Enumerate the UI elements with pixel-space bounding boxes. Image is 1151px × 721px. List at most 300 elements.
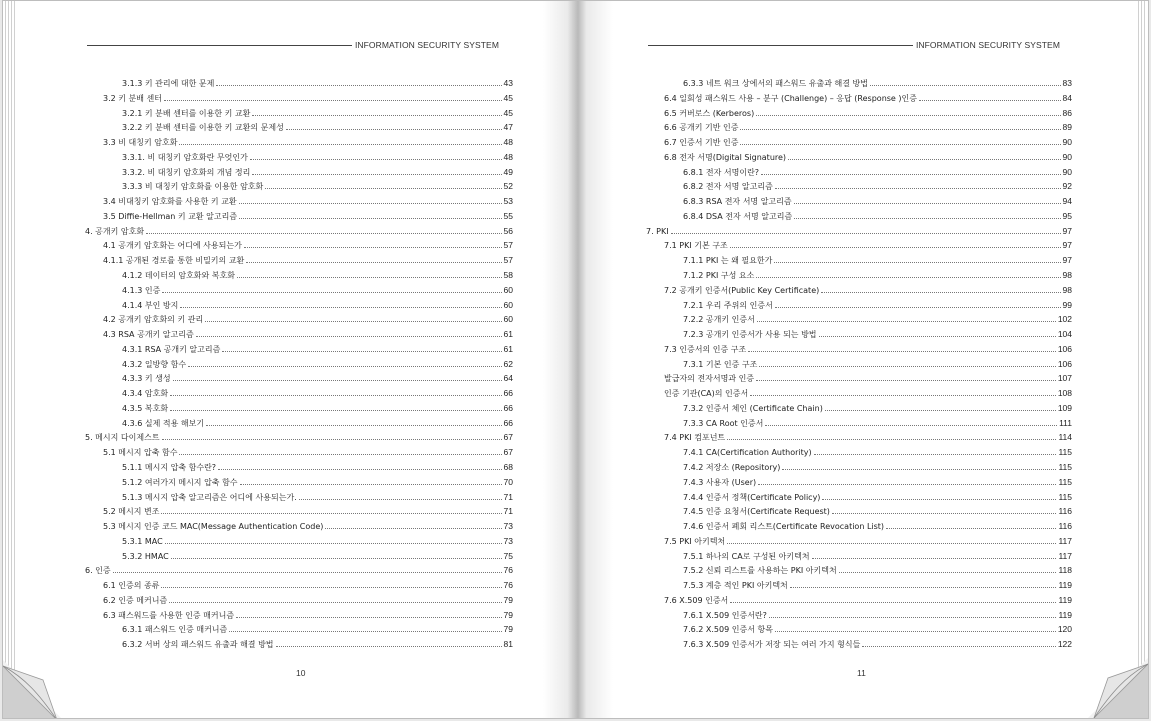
toc-entry[interactable] bbox=[646, 283, 1072, 296]
toc-entry-title: 5.3.2 HMAC bbox=[122, 551, 169, 561]
toc-entry[interactable] bbox=[85, 76, 513, 89]
toc-entry-title: 3.5 Diffie-Hellman 키 교환 알고리즘 bbox=[103, 211, 238, 221]
toc-entry-title: 3.4 비대칭키 암호화를 사용한 키 교환 bbox=[103, 197, 237, 207]
toc-leader-dots bbox=[727, 543, 1056, 544]
toc-entry-title: 6.5 커버로스 (Kerberos) bbox=[664, 108, 755, 118]
toc-entry-page: 61 bbox=[503, 329, 513, 340]
toc-entry[interactable] bbox=[646, 563, 1072, 576]
toc-entry[interactable] bbox=[85, 578, 513, 591]
toc-entry-title: 7.3.2 인증서 체인 (Certificate Chain) bbox=[683, 403, 823, 413]
toc-entry-page: 118 bbox=[1058, 565, 1072, 576]
toc-entry-page: 86 bbox=[1062, 107, 1072, 118]
toc-entry-title: 6.6 공개키 기반 인증 bbox=[664, 123, 739, 133]
toc-entry-page: 71 bbox=[503, 491, 513, 502]
toc-leader-dots bbox=[146, 233, 501, 234]
toc-leader-dots bbox=[822, 499, 1056, 500]
toc-leader-dots bbox=[265, 188, 501, 189]
toc-entry[interactable] bbox=[646, 91, 1072, 104]
toc-entry-title: 6.3.2 서버 상의 패스워드 유출과 해결 방법 bbox=[122, 640, 274, 650]
toc-leader-dots bbox=[164, 100, 502, 101]
toc-entry[interactable] bbox=[646, 637, 1072, 650]
toc-entry[interactable] bbox=[85, 519, 513, 532]
toc-entry[interactable] bbox=[85, 401, 513, 414]
toc-entry-title: 7.1 PKI 기본 구조 bbox=[664, 241, 728, 251]
toc-entry-page: 52 bbox=[503, 181, 513, 192]
toc-entry-page: 73 bbox=[503, 521, 513, 532]
toc-entry-title: 6. 인증 bbox=[85, 566, 111, 576]
toc-entry-page: 90 bbox=[1062, 166, 1072, 177]
toc-entry-title: 5.3.1 MAC bbox=[122, 536, 163, 546]
toc-entry-title: 4.1.1 공개된 경로를 통한 비밀키의 교환 bbox=[103, 256, 245, 266]
toc-entry-page: 57 bbox=[503, 255, 513, 266]
toc-entry-page: 57 bbox=[503, 240, 513, 251]
toc-entry-title: 7.5.3 계층 적인 PKI 아키텍처 bbox=[683, 581, 788, 591]
toc-entry-title: 7.2.3 공개키 인증서가 사용 되는 방법 bbox=[683, 330, 817, 340]
toc-entry-title: 7.5.2 신뢰 리스트를 사용하는 PKI 아키텍처 bbox=[683, 566, 837, 576]
toc-leader-dots bbox=[161, 513, 501, 514]
toc-entry-page: 79 bbox=[503, 594, 513, 605]
toc-entry-title: 4.3 RSA 공개키 알고리즘 bbox=[103, 330, 194, 340]
toc-entry[interactable] bbox=[85, 549, 513, 562]
left-page bbox=[3, 1, 571, 719]
toc-entry-title: 4.3.4 암호화 bbox=[122, 389, 169, 399]
toc-entry-page: 115 bbox=[1058, 462, 1072, 473]
toc-entry-title: 6.3 패스워드를 사용한 인증 매커니즘 bbox=[103, 610, 235, 620]
toc-entry-title: 4.1.4 부인 방지 bbox=[122, 300, 179, 310]
right-page-header bbox=[648, 38, 1060, 52]
toc-entry-page: 66 bbox=[503, 388, 513, 399]
toc-entry[interactable] bbox=[85, 268, 513, 281]
toc-entry[interactable] bbox=[85, 165, 513, 178]
page-number-left: 10 bbox=[296, 668, 306, 678]
toc-entry[interactable] bbox=[85, 504, 513, 517]
toc-entry-title: 3.3.2. 비 대칭키 암호화의 개념 정리 bbox=[122, 167, 251, 177]
toc-entry-title: 4.1 공개키 암호화는 어디에 사용되는가 bbox=[103, 241, 242, 251]
toc-entry-page: 109 bbox=[1057, 402, 1072, 413]
toc-entry-page: 67 bbox=[503, 432, 513, 443]
right-page bbox=[580, 1, 1148, 719]
toc-entry[interactable] bbox=[646, 209, 1072, 222]
toc-entry-page: 97 bbox=[1062, 240, 1072, 251]
toc-entry[interactable] bbox=[85, 91, 513, 104]
toc-leader-dots bbox=[276, 646, 502, 647]
toc-entry-page: 67 bbox=[503, 447, 513, 458]
toc-entry-page: 49 bbox=[503, 166, 513, 177]
toc-entry-page: 108 bbox=[1057, 388, 1072, 399]
toc-entry[interactable] bbox=[646, 519, 1072, 532]
toc-entry[interactable] bbox=[85, 593, 513, 606]
toc-entry-page: 79 bbox=[503, 609, 513, 620]
toc-leader-dots bbox=[870, 85, 1061, 86]
toc-entry-page: 115 bbox=[1058, 476, 1072, 487]
toc-leader-dots bbox=[188, 366, 501, 367]
toc-entry-page: 95 bbox=[1062, 210, 1072, 221]
toc-entry-page: 92 bbox=[1062, 181, 1072, 192]
toc-entry[interactable] bbox=[85, 608, 513, 621]
toc-entry[interactable] bbox=[646, 120, 1072, 133]
toc-leader-dots bbox=[832, 513, 1057, 514]
toc-leader-dots bbox=[252, 174, 501, 175]
toc-entry-page: 104 bbox=[1057, 329, 1072, 340]
toc-leader-dots bbox=[671, 233, 1061, 234]
toc-entry[interactable] bbox=[646, 357, 1072, 370]
toc-entry[interactable] bbox=[646, 504, 1072, 517]
toc-leader-dots bbox=[239, 218, 501, 219]
page-curl-right-icon[interactable] bbox=[1088, 658, 1148, 718]
toc-entry[interactable] bbox=[85, 135, 513, 148]
toc-leader-dots bbox=[758, 484, 1056, 485]
toc-entry-page: 60 bbox=[503, 314, 513, 325]
toc-entry-page: 117 bbox=[1058, 535, 1072, 546]
toc-entry-page: 81 bbox=[503, 639, 513, 650]
toc-entry-title: 3.1.3 키 관리에 대한 문제 bbox=[122, 79, 215, 88]
toc-entry-page: 116 bbox=[1058, 506, 1072, 517]
page-curl-left-icon[interactable] bbox=[3, 660, 63, 719]
toc-leader-dots bbox=[170, 395, 501, 396]
toc-entry[interactable] bbox=[646, 445, 1072, 458]
toc-leader-dots bbox=[161, 587, 501, 588]
header-title: INFORMATION SECURITY SYSTEM bbox=[915, 40, 1060, 50]
toc-entry[interactable] bbox=[85, 312, 513, 325]
toc-entry[interactable] bbox=[646, 135, 1072, 148]
toc-leader-dots bbox=[246, 262, 501, 263]
toc-entry-title: 7.4.5 인증 요청서(Certificate Request) bbox=[683, 507, 830, 517]
toc-leader-dots bbox=[218, 469, 501, 470]
toc-entry[interactable] bbox=[646, 430, 1072, 443]
toc-entry[interactable] bbox=[85, 430, 513, 443]
toc-leader-dots bbox=[179, 454, 501, 455]
toc-entry-page: 48 bbox=[503, 151, 513, 162]
toc-entry-title: 3.3 비 대칭키 암호화 bbox=[103, 138, 178, 148]
toc-entry[interactable] bbox=[646, 534, 1072, 547]
toc-entry-page: 75 bbox=[503, 550, 513, 561]
toc-entry-page: 119 bbox=[1058, 609, 1072, 620]
toc-leader-dots bbox=[769, 617, 1057, 618]
toc-leader-dots bbox=[819, 336, 1056, 337]
toc-entry-page: 66 bbox=[503, 417, 513, 428]
toc-entry-page: 66 bbox=[503, 402, 513, 413]
toc-leader-dots bbox=[775, 188, 1061, 189]
toc-leader-dots bbox=[759, 366, 1055, 367]
toc-entry[interactable] bbox=[85, 534, 513, 547]
left-page-header bbox=[87, 38, 499, 52]
toc-entry-title: 6.4 일회성 패스워드 사용 – 분구 (Challenge) – 응답 (Response )인증 bbox=[664, 93, 917, 103]
toc-entry-title: 5.2 메시지 변조 bbox=[103, 507, 160, 517]
toc-entry-title: 7.6.1 X.509 인증서란? bbox=[683, 610, 767, 620]
toc-entry[interactable] bbox=[646, 578, 1072, 591]
toc-entry-page: 76 bbox=[503, 565, 513, 576]
toc-leader-dots bbox=[730, 247, 1061, 248]
toc-leader-dots bbox=[162, 292, 501, 293]
toc-entry[interactable] bbox=[646, 460, 1072, 473]
toc-entry-title: 7.3.1 기본 인증 구조 bbox=[683, 359, 758, 369]
toc-entry[interactable] bbox=[646, 165, 1072, 178]
toc-entry-title: 6.2 인증 메커니즘 bbox=[103, 595, 168, 605]
toc-entry-page: 119 bbox=[1058, 594, 1072, 605]
toc-leader-dots bbox=[206, 425, 501, 426]
toc-entry[interactable] bbox=[646, 342, 1072, 355]
toc-entry-title: 6.8.1 전자 서명이란? bbox=[683, 167, 760, 177]
toc-entry-title: 7.2.1 우리 주위의 인증서 bbox=[683, 300, 773, 310]
toc-leader-dots bbox=[179, 144, 501, 145]
toc-leader-dots bbox=[790, 587, 1057, 588]
toc-entry-page: 60 bbox=[503, 299, 513, 310]
toc-entry-page: 102 bbox=[1057, 314, 1072, 325]
toc-entry-page: 58 bbox=[503, 270, 513, 280]
toc-entry-title: 7.4 PKI 컴포넌트 bbox=[664, 433, 726, 443]
toc-leader-dots bbox=[774, 262, 1060, 263]
toc-entry-title: 7.6.3 X.509 인증서가 저장 되는 여러 가지 형식들 bbox=[683, 640, 861, 650]
toc-entry-page: 107 bbox=[1057, 373, 1072, 384]
toc-entry-page: 119 bbox=[1058, 580, 1072, 591]
toc-entry-title: 7.5 PKI 아키텍처 bbox=[664, 536, 726, 546]
toc-entry[interactable] bbox=[85, 194, 513, 207]
toc-entry-title: 6.1 인증의 종류 bbox=[103, 581, 160, 591]
book-spread bbox=[2, 0, 1149, 719]
toc-entry[interactable] bbox=[646, 268, 1072, 281]
toc-leader-dots bbox=[839, 572, 1057, 573]
toc-entry[interactable] bbox=[85, 622, 513, 635]
toc-entry-page: 56 bbox=[503, 225, 513, 236]
toc-entry-page: 97 bbox=[1062, 255, 1072, 266]
toc-leader-dots bbox=[229, 631, 501, 632]
toc-entry-title: 5.3 메시지 인증 코드 MAC(Message Authentication Code) bbox=[103, 522, 324, 532]
toc-entry-title: 6.3.1 패스워드 인증 매커니즘 bbox=[122, 625, 228, 635]
toc-leader-dots bbox=[240, 484, 502, 485]
toc-leader-dots bbox=[775, 631, 1056, 632]
toc-entry-title: 7.4.3 사용자 (User) bbox=[683, 477, 757, 487]
toc-entry-title: 발급자의 전자서명과 인증 bbox=[664, 374, 755, 384]
toc-entry[interactable] bbox=[85, 150, 513, 163]
toc-entry-page: 106 bbox=[1057, 358, 1072, 369]
toc-entry[interactable] bbox=[646, 386, 1072, 399]
toc-entry[interactable] bbox=[646, 416, 1072, 429]
toc-entry[interactable] bbox=[646, 593, 1072, 606]
toc-entry[interactable] bbox=[85, 224, 513, 237]
toc-leader-dots bbox=[222, 351, 501, 352]
toc-entry-page: 97 bbox=[1062, 225, 1072, 236]
toc-entry-title: 3.3.1. 비 대칭키 암호화란 무엇인가 bbox=[122, 152, 248, 162]
toc-entry-title: 인증 기관(CA)의 인증서 bbox=[664, 389, 749, 399]
toc-entry-title: 7.3.3 CA Root 인증서 bbox=[683, 418, 764, 428]
toc-entry[interactable] bbox=[85, 120, 513, 133]
header-title: INFORMATION SECURITY SYSTEM bbox=[354, 40, 499, 50]
toc-leader-dots bbox=[814, 454, 1057, 455]
toc-leader-dots bbox=[761, 174, 1060, 175]
toc-entry-page: 94 bbox=[1062, 196, 1072, 207]
toc-leader-dots bbox=[740, 144, 1060, 145]
toc-entry-title: 5.1.2 여러가지 메시지 압축 함수 bbox=[122, 477, 238, 487]
toc-entry-page: 48 bbox=[503, 137, 513, 148]
toc-entry-page: 115 bbox=[1058, 447, 1072, 458]
header-rule bbox=[87, 45, 352, 46]
toc-entry[interactable] bbox=[85, 209, 513, 222]
toc-entry-title: 4. 공개키 암호화 bbox=[85, 226, 145, 236]
toc-entry[interactable] bbox=[85, 298, 513, 311]
header-rule bbox=[648, 45, 913, 46]
toc-entry-title: 4.2 공개키 암호화의 키 관리 bbox=[103, 315, 204, 325]
toc-leader-dots bbox=[237, 277, 502, 278]
toc-leader-dots bbox=[862, 646, 1055, 647]
toc-entry-title: 6.3.3 네트 워크 상에서의 패스워드 유출과 해결 방법 bbox=[683, 79, 868, 88]
toc-entry-title: 6.8.4 DSA 전자 서명 알고리즘 bbox=[683, 211, 793, 221]
toc-entry-title: 7.5.1 하나의 CA로 구성된 아키텍처 bbox=[683, 551, 810, 561]
toc-entry-title: 7. PKI bbox=[646, 226, 669, 236]
toc-entry[interactable] bbox=[646, 238, 1072, 251]
toc-entry-title: 4.1.3 인증 bbox=[122, 285, 161, 295]
toc-leader-dots bbox=[165, 543, 502, 544]
toc-entry[interactable] bbox=[646, 475, 1072, 488]
toc-leader-dots bbox=[205, 321, 501, 322]
toc-leader-dots bbox=[173, 380, 502, 381]
toc-entry[interactable] bbox=[646, 179, 1072, 192]
toc-entry-page: 106 bbox=[1057, 343, 1072, 354]
toc-entry-title: 3.2.2 키 분배 센터를 이용한 키 교환의 문제성 bbox=[122, 123, 284, 133]
toc-entry-page: 99 bbox=[1062, 299, 1072, 310]
toc-leader-dots bbox=[727, 439, 1056, 440]
toc-entry[interactable] bbox=[85, 637, 513, 650]
toc-leader-dots bbox=[239, 203, 502, 204]
toc-leader-dots bbox=[250, 159, 502, 160]
toc-entry-page: 116 bbox=[1058, 521, 1072, 532]
toc-leader-dots bbox=[756, 277, 1060, 278]
toc-entry[interactable] bbox=[646, 549, 1072, 562]
toc-entry-page: 111 bbox=[1059, 417, 1072, 428]
toc-entry-title: 4.3.6 실제 적용 해보기 bbox=[122, 418, 205, 428]
toc-entry[interactable] bbox=[646, 327, 1072, 340]
toc-leader-dots bbox=[750, 395, 1056, 396]
toc-entry[interactable] bbox=[85, 490, 513, 503]
toc-leader-dots bbox=[748, 351, 1056, 352]
toc-entry-page: 61 bbox=[503, 343, 513, 354]
toc-entry[interactable] bbox=[646, 371, 1072, 384]
toc-leader-dots bbox=[162, 439, 502, 440]
toc-entry[interactable] bbox=[85, 475, 513, 488]
toc-entry[interactable] bbox=[646, 76, 1072, 89]
toc-leader-dots bbox=[782, 469, 1056, 470]
toc-entry[interactable] bbox=[85, 342, 513, 355]
toc-entry-page: 60 bbox=[503, 284, 513, 295]
toc-entry-page: 45 bbox=[503, 92, 513, 103]
toc-entry-page: 90 bbox=[1062, 151, 1072, 162]
toc-entry-page: 98 bbox=[1062, 270, 1072, 280]
toc-leader-dots bbox=[252, 115, 501, 116]
toc-entry-page: 45 bbox=[503, 107, 513, 118]
toc-entry-title: 5. 메시지 다이제스트 bbox=[85, 433, 160, 443]
toc-entry-page: 43 bbox=[503, 78, 513, 88]
toc-entry[interactable] bbox=[646, 224, 1072, 237]
toc-entry-title: 7.2.2 공개키 인증서 bbox=[683, 315, 755, 325]
toc-entry[interactable] bbox=[85, 460, 513, 473]
toc-leader-dots bbox=[170, 410, 501, 411]
toc-entry[interactable] bbox=[85, 283, 513, 296]
toc-entry[interactable] bbox=[85, 445, 513, 458]
toc-entry[interactable] bbox=[646, 150, 1072, 163]
toc-entry-page: 117 bbox=[1058, 550, 1072, 561]
toc-entry[interactable] bbox=[85, 253, 513, 266]
toc-entry-page: 47 bbox=[503, 122, 513, 133]
toc-entry[interactable] bbox=[85, 327, 513, 340]
toc-entry-page: 98 bbox=[1062, 284, 1072, 295]
toc-leader-dots bbox=[236, 617, 501, 618]
toc-entry-title: 5.1 메시지 압축 함수 bbox=[103, 448, 178, 458]
toc-entry-page: 73 bbox=[503, 535, 513, 546]
toc-leader-dots bbox=[794, 218, 1060, 219]
toc-entry[interactable] bbox=[85, 563, 513, 576]
toc-entry-page: 120 bbox=[1057, 624, 1072, 635]
toc-entry-title: 3.3.3 비 대칭키 암호화를 이용한 암호화 bbox=[122, 182, 264, 192]
toc-leader-dots bbox=[740, 129, 1060, 130]
toc-leader-dots bbox=[196, 336, 502, 337]
toc-entry-title: 7.2 공개키 인증서(Public Key Certificate) bbox=[664, 285, 820, 295]
toc-entry-page: 68 bbox=[503, 462, 513, 473]
toc-entry-title: 4.3.3 키 생성 bbox=[122, 374, 171, 384]
toc-entry-page: 79 bbox=[503, 624, 513, 635]
toc-entry[interactable] bbox=[85, 386, 513, 399]
toc-entry-page: 122 bbox=[1057, 639, 1072, 650]
toc-entry[interactable] bbox=[646, 106, 1072, 119]
toc-leader-dots bbox=[171, 558, 502, 559]
toc-entry-title: 7.4.1 CA(Certification Authority) bbox=[683, 448, 812, 458]
toc-entry-title: 3.2 키 분배 센터 bbox=[103, 93, 162, 103]
toc-entry[interactable] bbox=[85, 371, 513, 384]
toc-entry[interactable] bbox=[85, 179, 513, 192]
toc-entry-title: 4.3.5 복호화 bbox=[122, 403, 169, 413]
toc-leader-dots bbox=[825, 410, 1056, 411]
toc-entry-page: 89 bbox=[1062, 122, 1072, 133]
toc-leader-dots bbox=[765, 425, 1057, 426]
toc-entry-title: 6.7 인증서 기반 인증 bbox=[664, 138, 739, 148]
toc-entry[interactable] bbox=[646, 401, 1072, 414]
page-number-right: 11 bbox=[857, 668, 866, 678]
toc-entry[interactable] bbox=[646, 194, 1072, 207]
toc-entry[interactable] bbox=[85, 106, 513, 119]
toc-leader-dots bbox=[757, 321, 1056, 322]
toc-entry[interactable] bbox=[85, 416, 513, 429]
toc-entry-page: 53 bbox=[503, 196, 513, 207]
toc-entry[interactable] bbox=[646, 490, 1072, 503]
toc-entry-title: 4.1.2 데이터의 암호화와 복호화 bbox=[122, 271, 235, 280]
toc-entry[interactable] bbox=[646, 298, 1072, 311]
toc-entry-title: 6.8.3 RSA 전자 서명 알고리즘 bbox=[683, 197, 792, 207]
toc-leader-dots bbox=[821, 292, 1060, 293]
toc-entry-page: 83 bbox=[1062, 78, 1072, 88]
toc-leader-dots bbox=[794, 203, 1061, 204]
toc-leader-dots bbox=[919, 100, 1061, 101]
toc-entry[interactable] bbox=[646, 253, 1072, 266]
toc-entry-title: 7.6 X.509 인증서 bbox=[664, 595, 729, 605]
toc-entry[interactable] bbox=[85, 357, 513, 370]
toc-entry-page: 71 bbox=[503, 506, 513, 517]
toc-entry-page: 90 bbox=[1062, 137, 1072, 148]
toc-leader-dots bbox=[756, 115, 1060, 116]
toc-entry-title: 7.1.1 PKI 는 왜 필요한가 bbox=[683, 256, 773, 266]
toc-entry[interactable] bbox=[646, 622, 1072, 635]
toc-leader-dots bbox=[886, 528, 1056, 529]
toc-entry[interactable] bbox=[646, 312, 1072, 325]
toc-entry-title: 6.8 전자 서명(Digital Signature) bbox=[664, 152, 787, 162]
toc-entry[interactable] bbox=[85, 238, 513, 251]
toc-leader-dots bbox=[812, 558, 1057, 559]
toc-leader-dots bbox=[244, 247, 502, 248]
toc-leader-dots bbox=[788, 159, 1060, 160]
toc-leader-dots bbox=[730, 602, 1056, 603]
toc-entry-page: 84 bbox=[1062, 92, 1072, 103]
toc-leader-dots bbox=[180, 307, 501, 308]
toc-entry[interactable] bbox=[646, 608, 1072, 621]
toc-entry-title: 4.3.1 RSA 공개키 알고리즘 bbox=[122, 344, 221, 354]
toc-entry-title: 5.1.3 메시지 압축 알고리즘은 어디에 사용되는가. bbox=[122, 492, 297, 502]
